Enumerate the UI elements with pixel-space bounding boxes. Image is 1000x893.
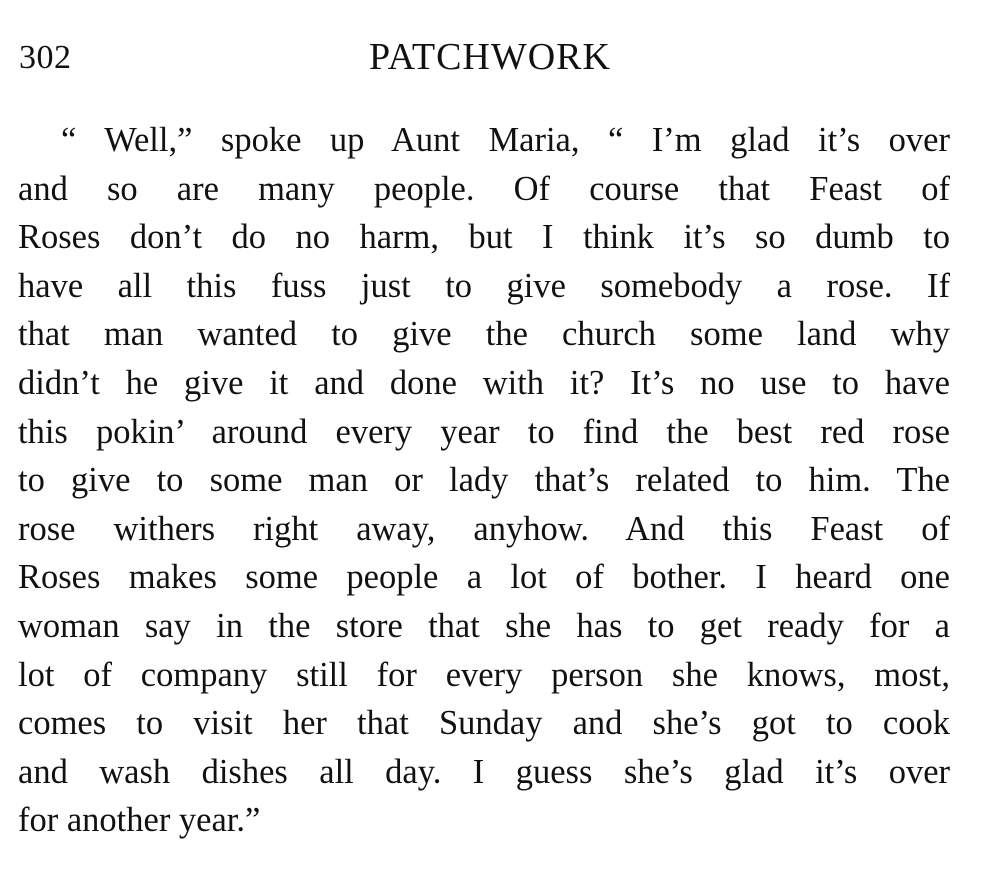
text-line: “ Well,” spoke up Aunt Maria, “ I’m glad it’s over (61, 121, 950, 159)
paragraph (18, 116, 950, 845)
text-line: comes to visit her that Sunday and she’s got to cook (18, 704, 950, 743)
running-title: PATCHWORK (369, 36, 611, 78)
text-line: for another year.” (18, 801, 261, 840)
text-line: to give to some man or lady that’s related to him. The (18, 461, 950, 500)
text-line: woman say in the store that she has to get ready for a (18, 606, 950, 645)
text-line: didn’t he give it and done with it? It’s no use to have (18, 363, 950, 402)
text-line: Roses don’t do no harm, but I think it’s so dumb to (18, 218, 950, 257)
text-line: have all this fuss just to give somebody a rose. If (18, 266, 950, 305)
page-number: 302 (19, 39, 72, 76)
text-line: that man wanted to give the church some land why (18, 315, 950, 354)
text-line: and so are many people. Of course that Feast of (18, 169, 950, 208)
text-line: Roses makes some people a lot of bother. I heard one (18, 558, 950, 597)
text-line: and wash dishes all day. I guess she’s glad it’s over (18, 752, 950, 791)
text-line: this pokin’ around every year to find the best red rose (18, 412, 950, 451)
text-line: rose withers right away, anyhow. And this Feast of (18, 509, 950, 548)
text-line: lot of company still for every person she knows, most, (18, 655, 950, 694)
